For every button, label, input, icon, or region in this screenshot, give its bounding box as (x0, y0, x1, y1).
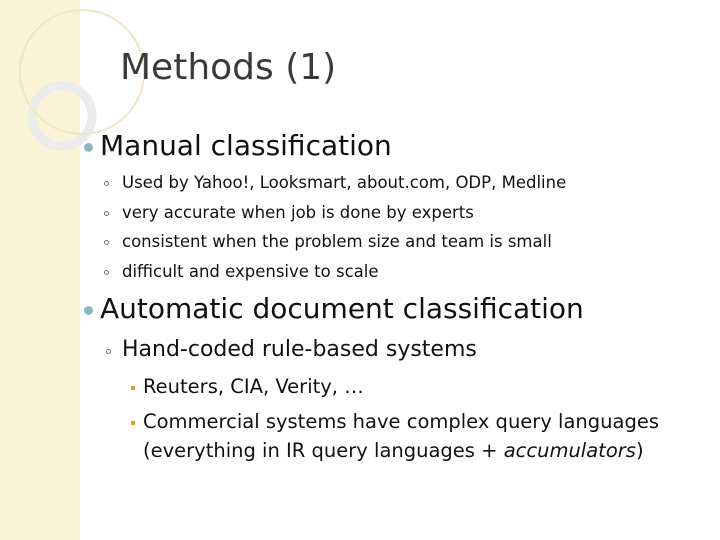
section-heading-manual: Manual classification (100, 129, 392, 162)
subitem-text-suffix: ) (635, 439, 644, 462)
slide-title: Methods (1) (120, 47, 337, 88)
bullet-dot (84, 143, 93, 152)
subitem-text: Reuters, CIA, Verity, … (143, 375, 364, 398)
list-item: very accurate when job is done by experts (122, 203, 474, 222)
list-item: consistent when the problem size and team is small (122, 232, 552, 251)
subitem-text-emphasis: accumulators (503, 439, 636, 462)
bullet-dot (84, 306, 93, 315)
subitem-text: Commercial systems have complex query languages (143, 410, 659, 433)
bullet-square (131, 421, 135, 425)
bullet-circle (104, 211, 109, 216)
bullet-square (131, 386, 135, 390)
subitem-text-prefix: (everything in IR query languages + (143, 439, 504, 462)
bullet-circle (104, 181, 109, 186)
section-heading-automatic: Automatic document classification (100, 292, 584, 325)
bullet-circle (104, 270, 109, 275)
bullet-circle (106, 349, 111, 354)
subitem-text-continued (143, 439, 644, 462)
bullet-circle (104, 240, 109, 245)
ring-inner (32, 86, 92, 146)
subheading-rule-based: Hand-coded rule-based systems (122, 337, 477, 362)
list-item: difficult and expensive to scale (122, 262, 379, 281)
list-item: Used by Yahoo!, Looksmart, about.com, ODP, Medline (122, 173, 567, 192)
